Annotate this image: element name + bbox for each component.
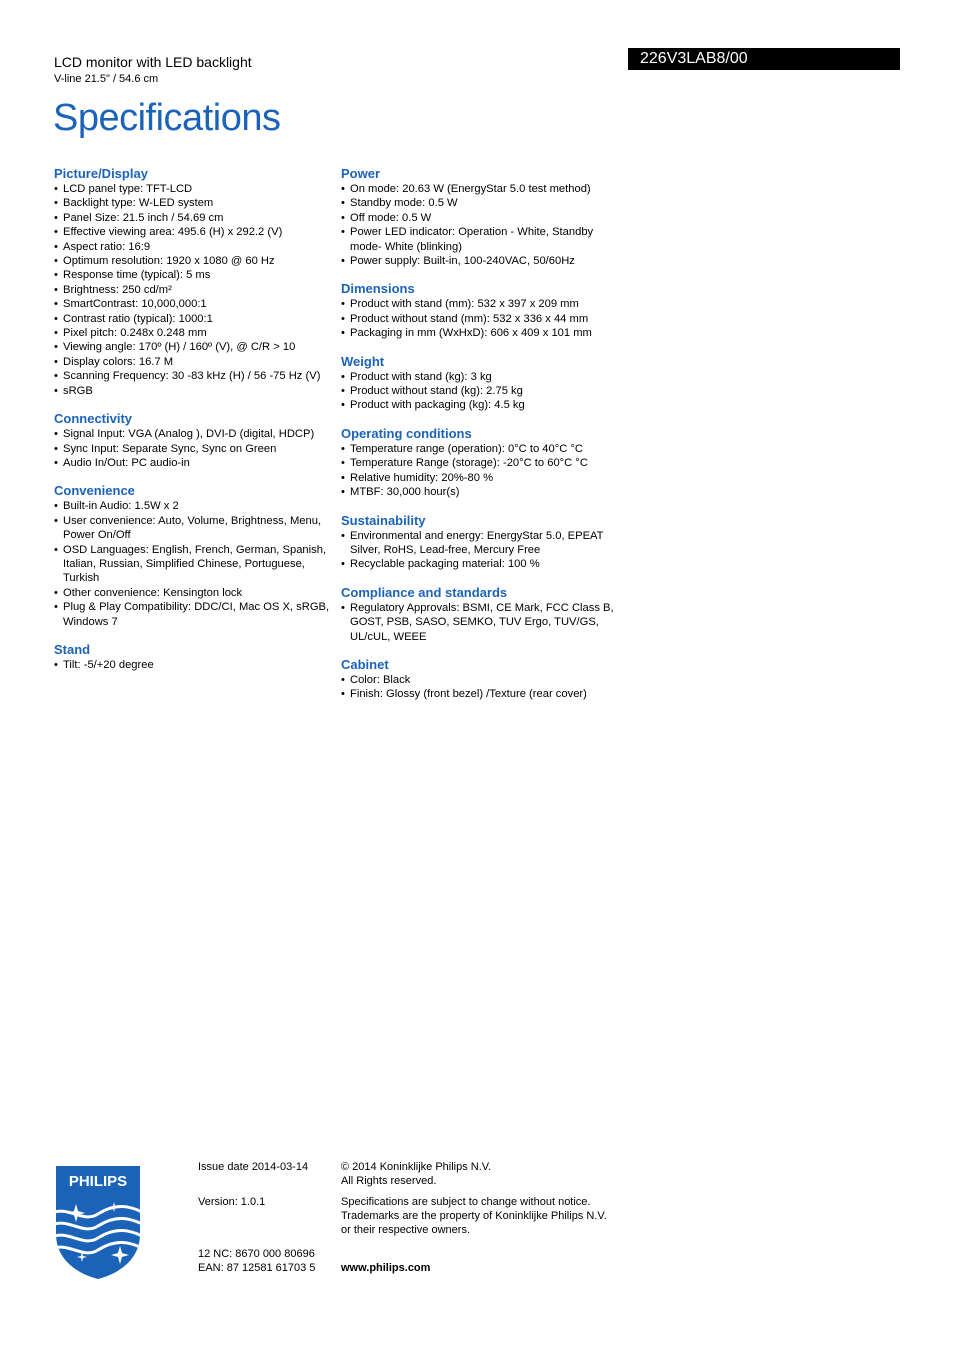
spec-item: • LCD panel type: TFT-LCD	[54, 182, 336, 196]
spec-section	[341, 281, 626, 340]
spec-item: • Panel Size: 21.5 inch / 54.69 cm	[54, 211, 336, 225]
spec-section	[54, 642, 336, 672]
spec-item: • Product without stand (mm): 532 x 336 x 44 mm	[341, 312, 626, 326]
spec-item: • Regulatory Approvals: BSMI, CE Mark, FCC Class B, GOST, PSB, SASO, SEMKO, TUV Ergo, TUV/GS, UL/cUL, WEEE	[341, 601, 626, 644]
section-title: Power	[341, 166, 381, 181]
spec-item: • SmartContrast: 10,000,000:1	[54, 297, 336, 311]
spec-item: • Temperature Range (storage): -20°C to 60°C °C	[341, 456, 626, 470]
spec-section	[341, 585, 626, 644]
spec-item: • Temperature range (operation): 0°C to 40°C °C	[341, 442, 626, 456]
spec-section	[341, 657, 626, 702]
disclaimer-line-1: Specifications are subject to change without notice.	[341, 1196, 591, 1208]
spec-item: • Product with packaging (kg): 4.5 kg	[341, 398, 626, 412]
spec-item: • Sync Input: Separate Sync, Sync on Green	[54, 442, 336, 456]
spec-list	[341, 182, 626, 268]
section-title: Cabinet	[341, 656, 389, 672]
right-spec-column	[341, 166, 626, 715]
spec-item: • Backlight type: W-LED system	[54, 196, 336, 210]
spec-item: • Response time (typical): 5 ms	[54, 268, 336, 282]
product-size: V-line 21.5" / 54.6 cm	[54, 73, 159, 85]
spec-item: • Relative humidity: 20%-80 %	[341, 471, 626, 485]
spec-item: • Plug & Play Compatibility: DDC/CI, Mac OS X, sRGB, Windows 7	[54, 600, 336, 629]
spec-item: • Optimum resolution: 1920 x 1080 @ 60 Hz	[54, 254, 336, 268]
spec-list	[54, 427, 336, 470]
section-title: Dimensions	[341, 281, 415, 297]
spec-item: • Product without stand (kg): 2.75 kg	[341, 384, 626, 398]
spec-list	[54, 182, 336, 398]
spec-item: • MTBF: 30,000 hour(s)	[341, 485, 626, 499]
spec-item: • Finish: Glossy (front bezel) /Texture (rear cover)	[341, 687, 626, 701]
spec-list	[341, 601, 626, 644]
spec-item: • sRGB	[54, 384, 336, 398]
logo-text: PHILIPS	[68, 1173, 128, 1190]
spec-list	[341, 297, 626, 340]
spec-list	[54, 658, 336, 672]
section-title: Sustainability	[341, 512, 426, 528]
spec-section	[341, 166, 626, 268]
spec-section	[341, 513, 626, 572]
spec-item: • Packaging in mm (WxHxD): 606 x 409 x 101 mm	[341, 326, 626, 340]
spec-item: • Audio In/Out: PC audio-in	[54, 456, 336, 470]
left-spec-column	[54, 166, 336, 685]
spec-item: • On mode: 20.63 W (EnergyStar 5.0 test method)	[341, 182, 626, 196]
spec-item: • Brightness: 250 cd/m²	[54, 283, 336, 297]
spec-section	[54, 166, 336, 398]
spec-section	[54, 411, 336, 470]
ean-number: EAN: 87 12581 61703 5	[198, 1262, 316, 1274]
spec-list	[341, 370, 626, 413]
model-number-bar: 226V3LAB8/00	[628, 48, 900, 70]
section-title: Convenience	[54, 483, 135, 499]
spec-list	[341, 442, 626, 500]
spec-list	[341, 673, 626, 702]
spec-item: • Standby mode: 0.5 W	[341, 196, 626, 210]
section-title: Stand	[54, 641, 91, 657]
spec-item: • Other convenience: Kensington lock	[54, 586, 336, 600]
section-title: Operating conditions	[341, 425, 472, 441]
page-title: Specifications	[53, 97, 281, 139]
section-title: Compliance and standards	[341, 584, 508, 600]
disclaimer-line-2: Trademarks are the property of Koninklijke Philips N.V.	[341, 1210, 607, 1222]
section-title: Connectivity	[54, 411, 133, 427]
spec-item: • Power LED indicator: Operation - White, Standby mode- White (blinking)	[341, 225, 626, 254]
spec-item: • Built-in Audio: 1.5W x 2	[54, 499, 336, 513]
section-title: Picture/Display	[54, 166, 148, 181]
spec-item: • User convenience: Auto, Volume, Brightness, Menu, Power On/Off	[54, 514, 336, 543]
disclaimer-line-3: or their respective owners.	[341, 1224, 470, 1236]
issue-date: Issue date 2014-03-14	[198, 1161, 309, 1173]
spec-section	[54, 483, 336, 629]
spec-item: • Environmental and energy: EnergyStar 5.0, EPEAT Silver, RoHS, Lead-free, Mercury Free	[341, 529, 626, 558]
spec-item: • Aspect ratio: 16:9	[54, 240, 336, 254]
spec-item: • Pixel pitch: 0.248x 0.248 mm	[54, 326, 336, 340]
spec-section	[341, 354, 626, 413]
spec-item: • Signal Input: VGA (Analog ), DVI-D (digital, HDCP)	[54, 427, 336, 441]
spec-item: • Product with stand (kg): 3 kg	[341, 370, 626, 384]
product-type: LCD monitor with LED backlight	[54, 54, 252, 70]
copyright: © 2014 Koninklijke Philips N.V.	[341, 1161, 492, 1173]
section-title: Weight	[341, 353, 385, 369]
spec-item: • Display colors: 16.7 M	[54, 355, 336, 369]
spec-item: • Recyclable packaging material: 100 %	[341, 557, 626, 571]
spec-item: • Power supply: Built-in, 100-240VAC, 50/60Hz	[341, 254, 626, 268]
spec-item: • Contrast ratio (typical): 1000:1	[54, 312, 336, 326]
spec-item: • OSD Languages: English, French, German, Spanish, Italian, Russian, Simplified Chinese, Portuguese, Turkish	[54, 543, 336, 586]
footer	[0, 1160, 954, 1290]
spec-item: • Scanning Frequency: 30 -83 kHz (H) / 56 -75 Hz (V)	[54, 369, 336, 383]
spec-list	[341, 529, 626, 572]
spec-item: • Tilt: -5/+20 degree	[54, 658, 336, 672]
spec-item: • Viewing angle: 170º (H) / 160º (V), @ C/R > 10	[54, 340, 336, 354]
nc-number: 12 NC: 8670 000 80696	[198, 1248, 315, 1260]
spec-item: • Off mode: 0.5 W	[341, 211, 626, 225]
spec-item: • Product with stand (mm): 532 x 397 x 209 mm	[341, 297, 626, 311]
spec-item: • Effective viewing area: 495.6 (H) x 292.2 (V)	[54, 225, 336, 239]
philips-shield-logo	[54, 1164, 142, 1280]
rights: All Rights reserved.	[341, 1175, 437, 1187]
version: Version: 1.0.1	[198, 1196, 266, 1208]
website-link[interactable]: www.philips.com	[341, 1262, 431, 1274]
spec-section	[341, 426, 626, 500]
spec-list	[54, 499, 336, 629]
spec-item: • Color: Black	[341, 673, 626, 687]
